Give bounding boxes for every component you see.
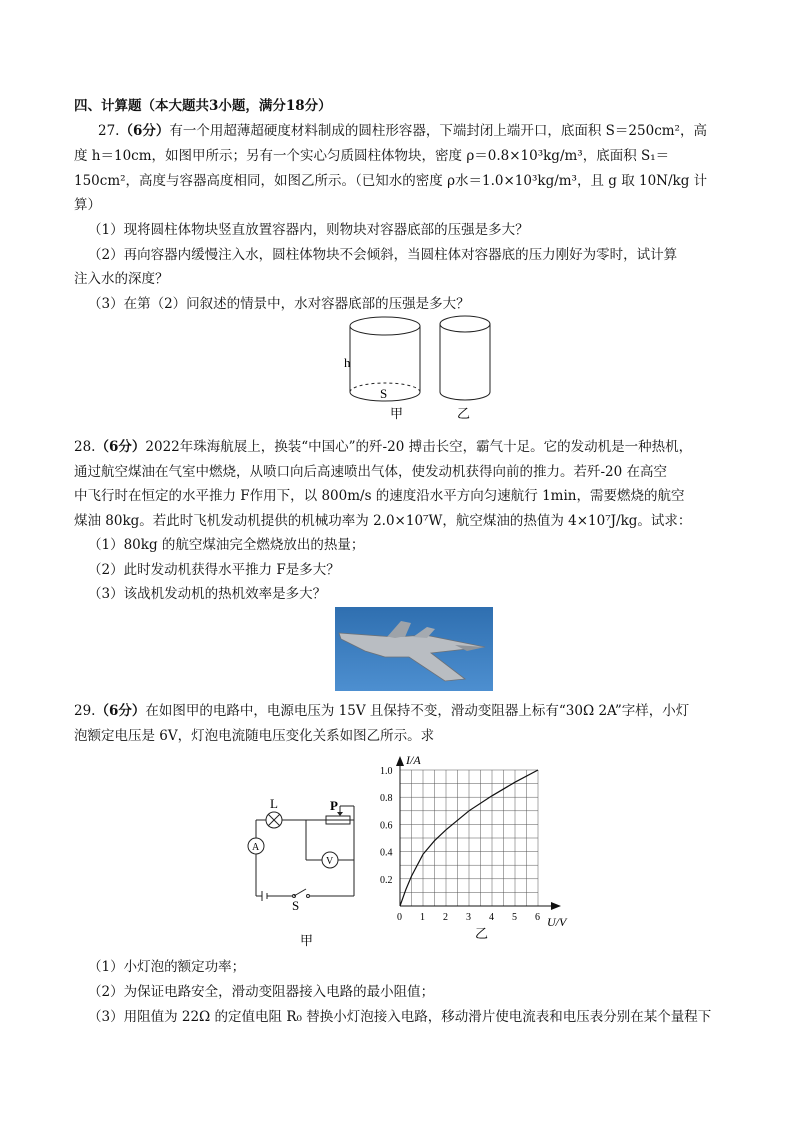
label-yi: 乙 [457,406,471,421]
x-axis-label: U/V [547,915,567,929]
q29-part-1: （1）小灯泡的额定功率； [88,959,246,975]
container-top-ellipse [350,317,420,335]
x-tick-label: 6 [535,912,540,923]
label-jia: 甲 [300,933,314,948]
y-tick-label: 1.0 [380,766,393,777]
chart-grid [400,770,538,906]
q29-part-2: （2）为保证电路安全，滑动变阻器接入电路的最小阻值； [88,984,435,1000]
x-tick-label: 4 [489,912,494,923]
x-tick-label: 2 [443,912,448,923]
chart-axes [396,756,561,910]
x-tick-label: 1 [420,912,425,923]
label-h: h [344,355,351,370]
j20-jet-photo [335,607,493,691]
q29-part-3: （3）用阻值为 22Ω 的定值电阻 R₀ 替换小灯泡接入电路，移动滑片使电流表和电压表分别在某个量程下 [88,1009,712,1025]
q28-score: （6分） [95,439,146,455]
label-yi: 乙 [475,926,489,941]
q27-score: （6分） [119,123,170,139]
q27-cylinder-figure [340,312,510,424]
q27-line-4: 算） [74,197,101,213]
x-tick-label: 0 [397,912,402,923]
label-L: L [270,796,278,811]
q29-number: 29. [74,703,96,719]
q27-part-2a: （2）再向容器内缓慢注入水，圆柱体物块不会倾斜，当圆柱体对容器底的压力刚好为零时，试计算 [88,247,678,263]
q28-line-1 [74,438,692,456]
y-tick-label: 0.2 [380,874,393,886]
y-axis-label: I/A [406,753,421,767]
y-tick-label: 0.6 [380,820,393,832]
x-tick-label: 5 [512,912,517,923]
section-title: 四、计算题（本大题共3小题，满分18分） [74,98,332,114]
q27-number: 27. [98,123,120,139]
q28-text-1: 2022年珠海航展上，换装“中国心”的歼-20 搏击长空，霸气十足。它的发动机是一种热机， [145,439,693,455]
label-s: S [380,386,388,401]
q28-part-1: （1）80kg 的航空煤油完全燃烧放出的热量； [88,537,365,553]
q28-number: 28. [74,439,96,455]
y-tick-label: 0.8 [380,793,393,805]
label-S: S [292,898,300,913]
q28-part-3: （3）该战机发动机的热机效率是多大？ [88,586,327,602]
q27-part-2b: 注入水的深度？ [74,271,169,287]
block-top-ellipse [440,316,490,332]
q27-line-2: 度 h＝10cm，如图甲所示；另有一个实心匀质圆柱体物块，密度 ρ＝0.8×10³kg/m³，底面积 S₁＝ [74,148,670,164]
iv-curve-chart [375,752,575,942]
q28-line-3: 中飞行时在恒定的水平推力 F作用下，以 800m/s 的速度沿水平方向匀速航行 1min，需要燃烧的航空 [74,488,685,504]
q27-line-1 [98,122,707,140]
q27-line-3: 150cm²，高度与容器高度相同，如图乙所示。（已知水的密度 ρ水＝1.0×10³kg/m³，且 g 取 10N/kg 计 [74,173,708,189]
y-tick-label: 0.4 [380,847,393,859]
q29-circuit-diagram [240,790,370,950]
q27-part-3: （3）在第（2）问叙述的情景中，水对容器底部的压强是多大？ [88,296,470,312]
q28-part-2: （2）此时发动机获得水平推力 F是多大？ [88,562,340,578]
label-V: V [326,856,334,867]
q27-part-1: （1）现将圆柱体物块竖直放置容器内，则物块对容器底部的压强是多大？ [88,222,529,238]
q29-line-1 [74,702,689,720]
q29-score: （6分） [95,703,146,719]
q29-line-2: 泡额定电压是 6V，灯泡电流随电压变化关系如图乙所示。求 [74,728,435,744]
label-A: A [252,842,260,853]
q28-line-2: 通过航空煤油在气室中燃烧，从喷口向后高速喷出气体，使发动机获得向前的推力。若歼-20 在高空 [74,464,668,480]
label-jia: 甲 [390,406,404,421]
x-tick-label: 3 [466,912,471,923]
q27-text-1: 有一个用超薄超硬度材料制成的圆柱形容器，下端封闭上端开口，底面积 S＝250cm²，高 [169,123,707,139]
q28-line-4: 煤油 80kg。若此时飞机发动机提供的机械功率为 2.0×10⁷W，航空煤油的热值为 4×10⁷J/kg。试求： [74,513,692,529]
q29-text-1: 在如图甲的电路中，电源电压为 15V 且保持不变，滑动变阻器上标有“30Ω 2A”字样，小灯 [145,703,690,719]
label-P: P [330,798,338,813]
